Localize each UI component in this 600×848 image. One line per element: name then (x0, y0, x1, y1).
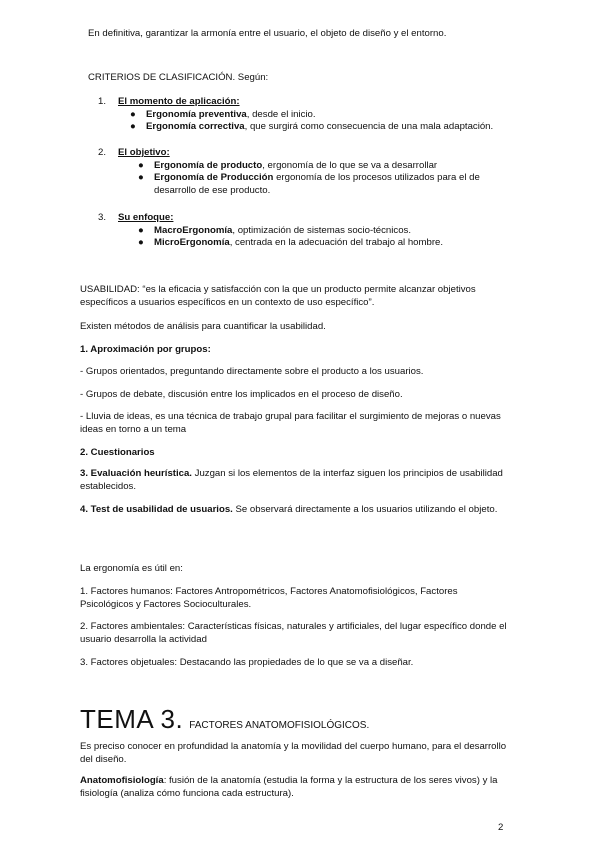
list-item (98, 121, 518, 134)
evaluacion-heuristica (80, 468, 510, 493)
usabilidad-definition: USABILIDAD: “es la eficacia y satisfacción con la que un producto permite alcanzar objetivos específicos a usuarios específicos en un contexto de uso específico”. (80, 284, 476, 308)
ergonomia-util-heading: La ergonomía es útil en: (80, 563, 183, 574)
preciso-paragraph: Es preciso conocer en profundidad la anatomía y la movilidad del cuerpo humano, para el desarrollo del diseño. (80, 741, 507, 765)
criterio-group-1 (98, 96, 518, 134)
bullet-icon: ● (138, 224, 144, 236)
heuristica-text: Juzgan si los elementos de la interfaz siguen los principios de usabilidad establecidos. (80, 468, 503, 492)
grupos-orientados: - Grupos orientados, preguntando directamente sobre el producto a los usuarios. (80, 366, 424, 377)
group-title: Su enfoque: (118, 212, 174, 223)
item-term: MacroErgonomía (154, 224, 233, 236)
section-title (80, 702, 369, 736)
item-text: , que surgirá como consecuencia de una mala adaptación. (244, 121, 494, 133)
lluvia-ideas: - Lluvia de ideas, es una técnica de trabajo grupal para facilitar el surgimiento de mejoras o nuevas ideas en torno a un tema (80, 411, 501, 435)
item-text: , ergonomía de lo que se va a desarrollar (262, 159, 438, 171)
test-text: Se observará directamente a los usuarios utilizando el objeto. (232, 504, 498, 515)
bullet-icon: ● (130, 121, 136, 133)
test-term: 4. Test de usabilidad de usuarios. (80, 504, 233, 515)
bullet-icon: ● (138, 159, 144, 171)
cuestionarios-heading: 2. Cuestionarios (80, 447, 155, 458)
bullet-icon: ● (138, 172, 144, 184)
bullet-icon: ● (130, 108, 136, 120)
aproximacion-heading: 1. Aproximación por grupos: (80, 344, 211, 355)
intro-paragraph: En definitiva, garantizar la armonía entre el usuario, el objeto de diseño y el entorno. (88, 28, 447, 39)
group-number: 1. (98, 96, 107, 107)
criterio-group-2 (98, 147, 518, 198)
item-term: MicroErgonomía (154, 237, 230, 249)
test-usabilidad (80, 504, 510, 517)
item-term: Ergonomía de Producción (154, 172, 274, 184)
group-number: 3. (98, 212, 107, 223)
anatomofisiologia-definition (80, 775, 510, 800)
factores-humanos: 1. Factores humanos: Factores Antropométricos, Factores Anatomofisiológicos, Factores Psicológicos y Factores Socioculturales. (80, 586, 458, 610)
group-title: El objetivo: (118, 147, 170, 158)
item-term: Ergonomía preventiva (146, 108, 247, 120)
factores-ambientales: 2. Factores ambientales: Características físicas, naturales y artificiales, del lugar específico donde el usuario desarrolla la actividad (80, 621, 507, 645)
metodos-paragraph: Existen métodos de análisis para cuantificar la usabilidad. (80, 321, 326, 332)
list-item (98, 225, 518, 238)
section-title-text: FACTORES ANATOMOFISIOLÓGICOS. (189, 720, 370, 731)
criterio-group-3 (98, 212, 518, 250)
bullet-icon: ● (138, 237, 144, 249)
page-number: 2 (498, 822, 504, 833)
item-text: , optimización de sistemas socio-técnicos. (232, 224, 411, 236)
anatomofisiologia-term: Anatomofisiología (80, 775, 164, 786)
list-item (98, 172, 518, 197)
criterios-heading: CRITERIOS DE CLASIFICACIÓN. Según: (88, 72, 269, 83)
item-term: Ergonomía correctiva (146, 121, 245, 133)
heuristica-term: 3. Evaluación heurística. (80, 468, 192, 479)
factores-objetuales: 3. Factores objetuales: Destacando las propiedades de lo que se va a diseñar. (80, 657, 414, 668)
item-text: , centrada en la adecuación del trabajo al hombre. (229, 237, 444, 249)
group-number: 2. (98, 147, 107, 158)
item-text: ergonomía de los procesos utilizados para el de desarrollo de ese producto. (154, 172, 480, 196)
section-title-number: TEMA 3. (80, 704, 184, 734)
list-item (98, 109, 518, 122)
anatomofisiologia-text: : fusión de la anatomía (estudia la forma y la estructura de los seres vivos) y la fisiología (analiza cómo funciona cada estructura). (80, 775, 498, 799)
item-term: Ergonomía de producto (154, 159, 263, 171)
list-item (98, 160, 518, 173)
item-text: , desde el inicio. (246, 108, 316, 120)
list-item (98, 237, 518, 250)
grupos-debate: - Grupos de debate, discusión entre los implicados en el proceso de diseño. (80, 389, 403, 400)
group-title: El momento de aplicación: (118, 96, 240, 107)
